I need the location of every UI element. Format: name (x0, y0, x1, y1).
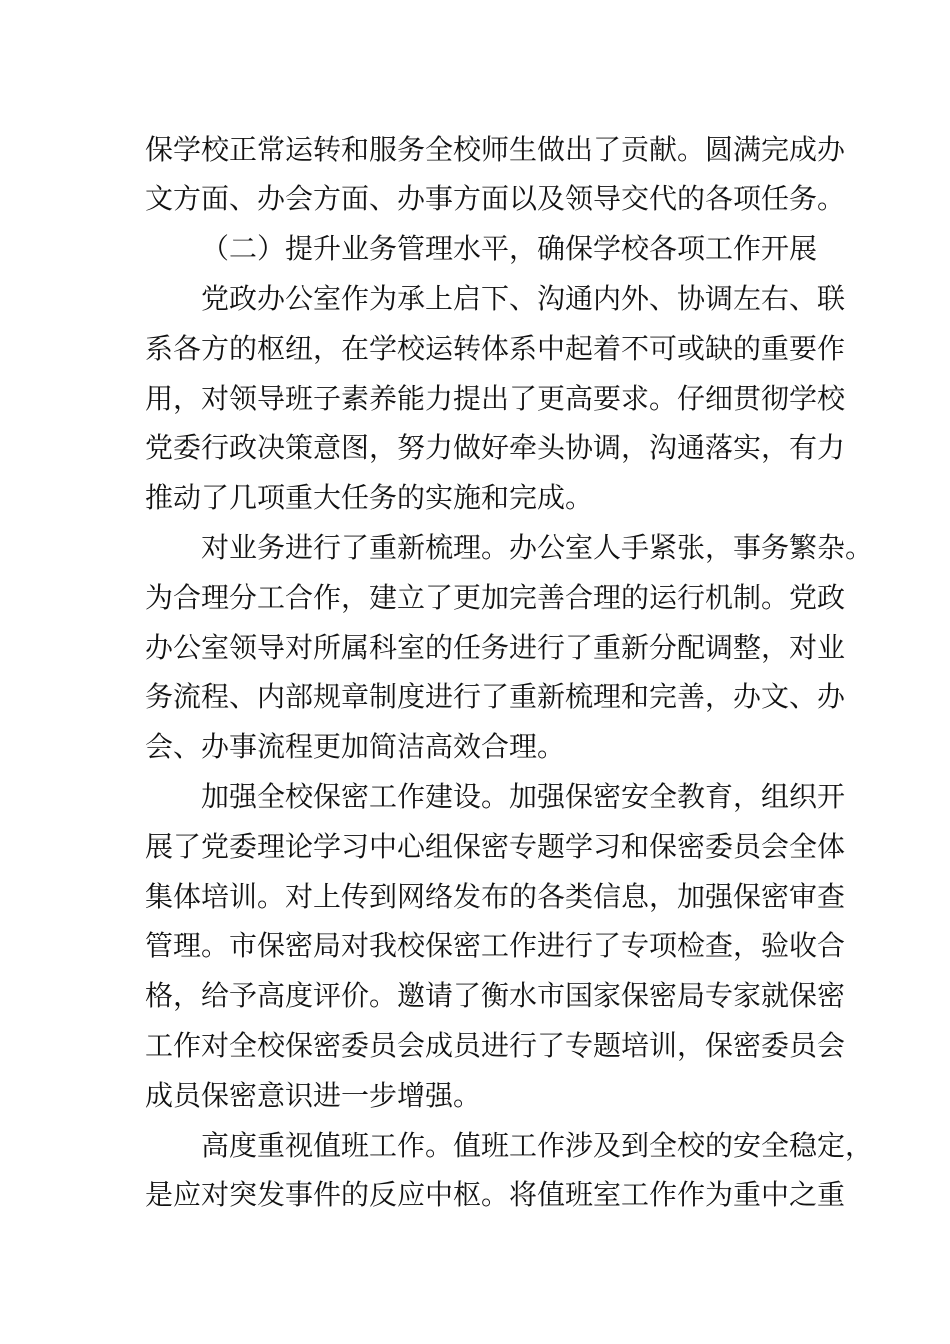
section-heading: （二）提升业务管理水平，确保学校各项工作开展 (201, 232, 818, 265)
text-line: 办公室领导对所属科室的任务进行了重新分配调整，对业 (145, 631, 846, 664)
text-line: 党政办公室作为承上启下、沟通内外、协调左右、联 (201, 282, 846, 315)
text-line: 工作对全校保密委员会成员进行了专题培训，保密委员会 (145, 1029, 846, 1062)
text-line: 推动了几项重大任务的实施和完成。 (145, 481, 594, 514)
text-line: 文方面、办会方面、办事方面以及领导交代的各项任务。 (145, 182, 846, 215)
text-line: 成员保密意识进一步增强。 (145, 1079, 482, 1112)
text-line: 集体培训。对上传到网络发布的各类信息，加强保密审查 (145, 880, 846, 913)
text-line: 会、办事流程更加简洁高效合理。 (145, 730, 566, 763)
text-line: 保学校正常运转和服务全校师生做出了贡献。圆满完成办 (145, 133, 846, 166)
text-line: 是应对突发事件的反应中枢。将值班室工作作为重中之重 (145, 1178, 846, 1211)
text-line: 格，给予高度评价。邀请了衡水市国家保密局专家就保密 (145, 979, 846, 1012)
text-line: 加强全校保密工作建设。加强保密安全教育，组织开 (201, 780, 846, 813)
text-line: 高度重视值班工作。值班工作涉及到全校的安全稳定， (201, 1129, 874, 1162)
text-line: 用，对领导班子素养能力提出了更高要求。仔细贯彻学校 (145, 382, 846, 415)
text-line: 对业务进行了重新梳理。办公室人手紧张，事务繁杂。 (201, 531, 874, 564)
text-line: 党委行政决策意图，努力做好牵头协调，沟通落实，有力 (145, 431, 846, 464)
text-line: 展了党委理论学习中心组保密专题学习和保密委员会全体 (145, 830, 846, 863)
text-line: 系各方的枢纽，在学校运转体系中起着不可或缺的重要作 (145, 332, 846, 365)
text-line: 管理。市保密局对我校保密工作进行了专项检查，验收合 (145, 929, 846, 962)
text-line: 务流程、内部规章制度进行了重新梳理和完善，办文、办 (145, 680, 846, 713)
text-line: 为合理分工合作，建立了更加完善合理的运行机制。党政 (145, 581, 846, 614)
